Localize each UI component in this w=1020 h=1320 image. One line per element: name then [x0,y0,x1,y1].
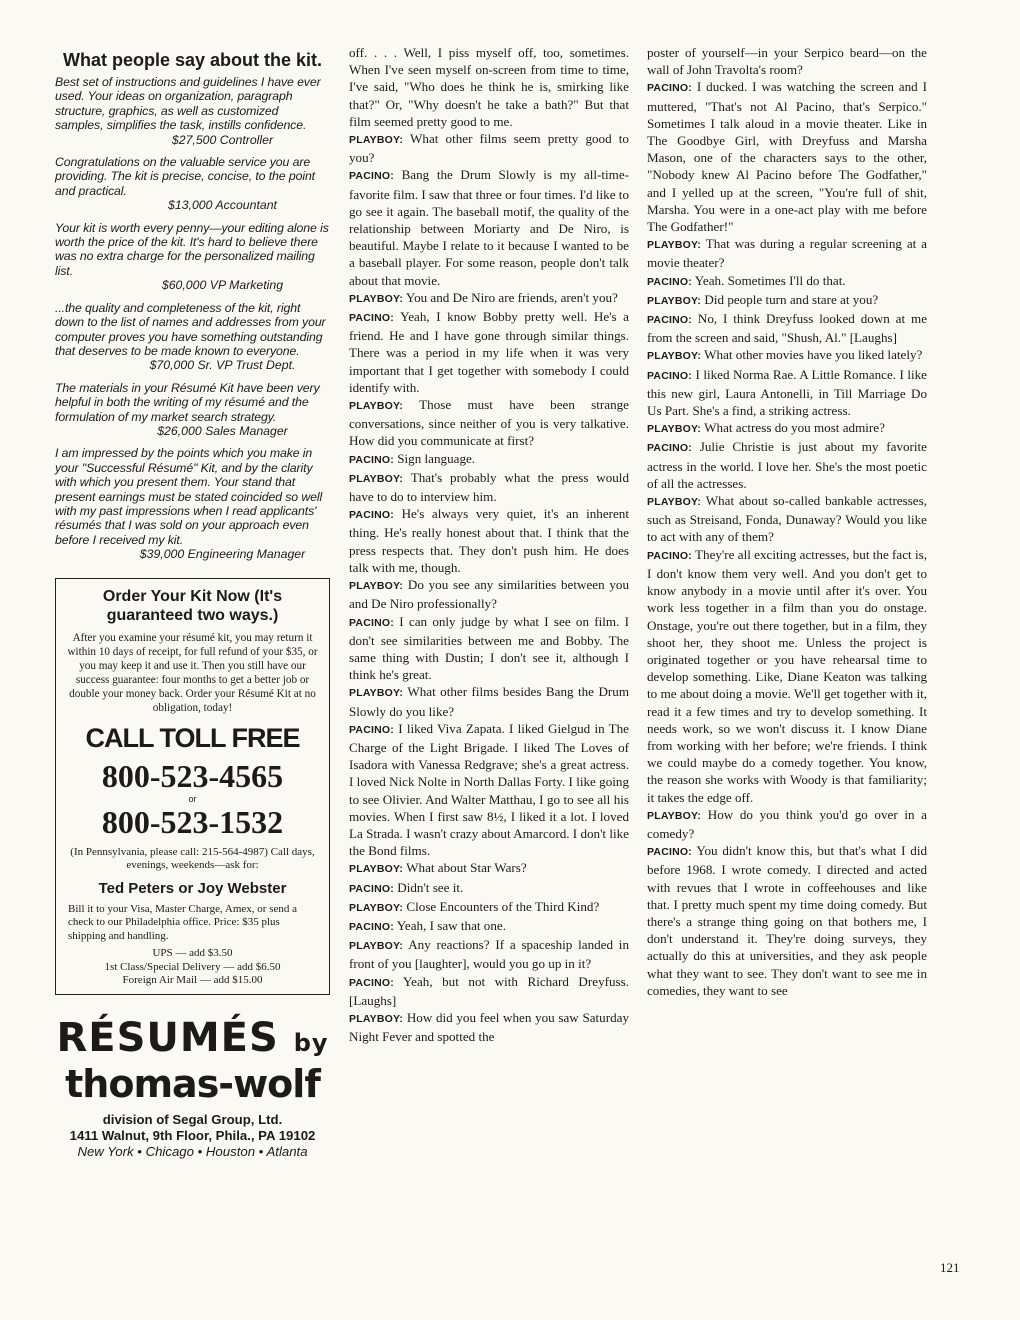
speaker-label: PACINO: [349,616,394,629]
interview-paragraph [349,917,629,936]
paragraph-text: How did you feel when you saw Saturday Night Fever and spotted the [349,1009,629,1045]
interview-paragraph [349,505,629,576]
paragraph-text: What about Star Wars? [406,860,527,876]
interview-paragraph [349,613,629,684]
paragraph-text: I can only judge by what I see on film. I don't see similarities between me and Bobby. The same thing with Dustin; I don't see it, although I think he's great. [349,613,630,683]
speaker-label: PLAYBOY: [647,809,702,822]
interview-paragraph [647,806,927,842]
speaker-label: PLAYBOY: [349,1012,404,1025]
interview-paragraph [349,973,629,1009]
paragraph-text: Yeah. Sometimes I'll do that. [694,272,846,288]
contact-names: Ted Peters or Joy Webster [98,879,287,897]
page-number: 121 [940,1260,960,1275]
speaker-label: PLAYBOY: [349,687,404,700]
logo-by: by [293,1028,329,1057]
testimonial-signature: $26,000 Sales Manager [157,423,288,438]
testimonial-text: I am impressed by the points which you make in your "Successful Résumé" Kit, and by the clarity with which you present them. Your stand that present earnings must be stated coincided so well with my past impressions when I read applicants' résumés that I was sold on your approach even before I received my kit. [55,446,323,547]
logo-resumes: RÉSUMÉS [56,1014,279,1061]
testimonials [55,75,330,562]
pennsylvania-note: (In Pennsylvania, please call: 215-564-4987) Call days, evenings, weekends—ask for: [70,845,315,871]
testimonial-text: ...the quality and completeness of the kit, right down to the list of names and addresses from your computer proves you have something outstanding that deserves to be made known to everyone. [55,300,326,358]
testimonial-signature: $70,000 Sr. VP Trust Dept. [149,358,296,373]
interview-paragraph [647,235,927,271]
paragraph-text: Yeah, I know Bobby pretty well. He's a friend. He and I have gone through similar things. There was a period in my life when it was very important that I get together with somebody I could identify with. [349,309,629,395]
shipping-line: Foreign Air Mail — add $15.00 [122,974,263,987]
testimonial [55,75,330,147]
speaker-label: PACINO: [349,170,394,183]
interview-paragraph [349,683,629,719]
speaker-label: PACINO: [349,920,394,933]
speaker-label: PACINO: [349,723,394,736]
speaker-label: PLAYBOY: [349,400,404,413]
interview-paragraph [647,546,927,806]
interview-paragraph [349,936,629,972]
order-box [55,578,330,995]
paragraph-text: What other films besides Bang the Drum Slowly do you like? [349,684,630,719]
company-logo [55,1014,330,1106]
order-title: Order Your Kit Now (It's guaranteed two ways.) [102,587,283,624]
or-label: or [188,793,197,804]
cities-line: New York • Chicago • Houston • Atlanta [77,1143,308,1159]
interview-paragraph [647,78,927,235]
speaker-label: PLAYBOY: [647,239,702,252]
speaker-label: PLAYBOY: [647,496,702,509]
speaker-label: PACINO: [647,369,692,382]
interview-paragraph [647,419,927,438]
speaker-label: PLAYBOY: [647,294,702,307]
testimonial-text: Your kit is worth every penny—your editing alone is worth the price of the kit. It's hard to believe there was no extra charge for the personalized mailing list. [55,220,329,278]
paragraph-text: That was during a regular screening at a movie theater? [647,236,927,271]
street-address: 1411 Walnut, 9th Floor, Phila., PA 19102 [69,1127,316,1143]
interview-paragraph [647,492,927,546]
testimonial [55,381,330,439]
speaker-label: PACINO: [647,442,692,455]
paragraph-text: I ducked. I was watching the screen and I muttered, "That's not Al Pacino, that's Serpico." Sometimes I talk aloud in a movie theater. Like in The Goodbye Girl, with Dreyfuss and Marsha Mason, one of the characters says to the other, "Nobody knew Al Pacino before The Godfather," and I yelled up at the screen, "You're full of shit, Marsha. You were in a one-act play with me before The Godfather!" [647,79,927,235]
phone-number-2[interactable]: 800-523-1532 [101,803,284,840]
interview-paragraph [349,1009,629,1045]
company-address [55,1112,330,1160]
paragraph-text: No, I think Dreyfuss looked down at me from the screen and said, "Shush, Al." [Laughs] [647,311,928,346]
paragraph-text: Yeah, I saw that one. [396,917,506,933]
interview-paragraph [349,576,629,612]
testimonial [55,301,330,373]
interview-paragraph [647,310,927,346]
speaker-label: PLAYBOY: [349,901,404,914]
testimonial [55,155,330,213]
paragraph-text: What other films seem pretty good to you? [349,131,629,166]
interview-paragraph [647,44,927,78]
paragraph-text: What about so-called bankable actresses, such as Streisand, Fonda, Dunaway? Would you like to act with any of them? [647,493,927,545]
paragraph-text: You didn't know this, but that's what I did before 1968. I wrote comedy. I directed and acted with revues that I wrote in coffeehouses and like that. I pretty much spent my time doing comedy. But there's a strange thing going on that bothers me, I don't understand it. They're doing surveys, they actually do this at universities, and they ask people what they want to see. They don't want to see me in comedies, they want to see [647,843,928,998]
interview-paragraph [349,898,629,917]
article-column-3 [647,44,927,999]
speaker-label: PACINO: [647,275,692,288]
paragraph-text: Bang the Drum Slowly is my all-time-favorite film. I saw that three or four times. I'd like to go see it again. The baseball motif, the quality of the relationship between Moriarty and De Niro, is beautiful. Maybe I relate to it because I wanted to be a baseball player. For some reason, people don't talk about that movie. [349,167,629,288]
speaker-label: PLAYBOY: [349,134,404,147]
speaker-label: PLAYBOY: [349,472,404,485]
interview-paragraph [647,366,927,420]
article-column-2 [349,44,629,1045]
paragraph-text: Those must have been strange conversations, since neither of you is very talkative. How did you communicate at first? [349,397,629,449]
interview-paragraph [349,44,629,130]
interview-paragraph [647,346,927,365]
paragraph-text: Do you see any similarities between you and De Niro professionally? [349,577,630,612]
interview-paragraph [349,308,629,396]
paragraph-text: Did people turn and stare at you? [704,291,879,307]
speaker-label: PACINO: [349,312,394,325]
paragraph-text: I liked Viva Zapata. I liked Gielgud in The Charge of the Light Brigade. I liked The Loves of Isadora with Vanessa Redgrave; she's a great actress. I loved Nick Nolte in North Dallas Forty. I like going to see Olivier. And Walter Matthau, I go to see all his movies. When I first saw 8½, I liked it a lot. I loved La Strada. I wasn't crazy about Amarcord. I don't like the Bond films. [349,720,629,859]
advertisement [55,50,330,1160]
paragraph-text: Julie Christie is just about my favorite actress in the world. I love her. She's the most poetic of all the actresses. [647,439,927,491]
speaker-label: PACINO: [349,509,394,522]
speaker-label: PACINO: [349,976,394,989]
interview-paragraph [349,396,629,450]
testimonial-text: The materials in your Résumé Kit have been very helpful in both the writing of my résumé and the formulation of my market search strategy. [55,380,320,424]
call-toll-free: CALL TOLL FREE [85,722,300,753]
testimonial-signature: $39,000 Engineering Manager [139,547,306,562]
paragraph-text: Any reactions? If a spaceship landed in front of you [laughter], would you go up in it? [349,937,629,972]
order-body: After you examine your résumé kit, you may return it within 10 days of receipt, for full refund of your $35, or you may keep it and use it. Then you still have our success guarantee: four months to get a better job or double your money back. Order your Résumé Kit at no obligation, today! [67,631,318,714]
paragraph-text: poster of yourself—in your Serpico beard—on the wall of John Travolta's room? [647,45,927,78]
speaker-label: PLAYBOY: [647,350,702,363]
interview-paragraph [349,289,629,308]
testimonial [55,221,330,293]
paragraph-text: Sign language. [397,450,476,466]
billing-info: Bill it to your Visa, Master Charge, Amex, or send a check to our Philadelphia office. Price: $35 plus shipping and handling. [68,902,297,942]
interview-paragraph [349,166,629,288]
paragraph-text: How do you think you'd go over in a comedy? [647,806,927,841]
paragraph-text: Yeah, but not with Richard Dreyfuss. [Laughs] [349,973,629,1008]
speaker-label: PACINO: [647,549,692,562]
shipping-line: UPS — add $3.50 [152,947,233,960]
logo-thomas-wolf: thomas-wolf [65,1061,320,1106]
testimonial-signature: $27,500 Controller [171,132,274,147]
speaker-label: PACINO: [349,882,394,895]
interview-paragraph [647,272,927,291]
paragraph-text: They're all exciting actresses, but the fact is, I don't know them very well. And you don't get to know anybody in a movie until after it's over. You work less together in a film than you do onstage. Onstage, you're out there together, but in a film, they shoot her, they shoot me. Unless the project is originated together or you have rehearsal time to develop something. Like, Diane Keaton was talking to me about doing a movie. We'll get together with it, read it a few times and try to develop something. It needs work, so we won't discuss it. I know Diane from working with her before; we're friends. I think we could maybe do a comedy together. You know, the reason she works with Woody is that familiarity; it takes the edge off. [647,546,927,805]
phone-number-1[interactable]: 800-523-4565 [101,757,284,794]
testimonial-signature: $60,000 VP Marketing [161,278,284,293]
testimonial-text: Congratulations on the valuable service you are providing. The kit is precise, concise, to the point and practical. [55,155,316,198]
paragraph-text: What other movies have you liked lately? [704,347,923,363]
testimonial [55,446,330,561]
interview-paragraph [349,879,629,898]
testimonial-text: Best set of instructions and guidelines I have ever used. Your ideas on organization, paragraph structure, graphics, as well as customized samples, simplifies the task, instills confidence. [55,75,321,133]
shipping-line: 1st Class/Special Delivery — add $6.50 [104,960,281,973]
interview-paragraph [349,469,629,505]
testimonial-signature: $13,000 Accountant [168,198,277,213]
speaker-label: PLAYBOY: [349,580,404,593]
paragraph-text: That's probably what the press would have to do to interview him. [349,469,629,505]
speaker-label: PACINO: [349,453,394,466]
speaker-label: PACINO: [647,82,692,95]
division-line: division of Segal Group, Ltd. [102,1111,283,1127]
speaker-label: PACINO: [647,846,692,859]
paragraph-text: Didn't see it. [397,879,464,895]
speaker-label: PLAYBOY: [349,292,404,305]
interview-paragraph [349,720,629,860]
paragraph-text: You and De Niro are friends, aren't you? [405,289,618,305]
paragraph-text: I liked Norma Rae. A Little Romance. I like this new girl, Laura Antonelli, in Till Marriage Do Us Part. She's a find, a striking actress. [647,366,927,419]
interview-paragraph [349,130,629,166]
interview-paragraph [349,450,629,469]
paragraph-text: Close Encounters of the Third Kind? [406,898,600,914]
paragraph-text: What actress do you most admire? [704,420,885,436]
interview-paragraph [647,291,927,310]
paragraph-text: He's always very quiet, it's an inherent thing. He's really honest about that. I think that the press respects that. They don't push him. He does talk with me, though. [349,506,629,575]
paragraph-text: off. . . . Well, I piss myself off, too, sometimes. When I've seen myself on-screen from time to time, I've said, "Who does he think he is, smirking like that?" Or, "Why doesn't he take a bath?" But that film seemed pretty good to me. [349,45,629,129]
speaker-label: PLAYBOY: [349,940,404,953]
interview-paragraph [349,859,629,878]
speaker-label: PLAYBOY: [349,863,404,876]
interview-paragraph [647,438,927,492]
speaker-label: PACINO: [647,314,692,327]
ad-heading: What people say about the kit. [62,50,323,70]
speaker-label: PLAYBOY: [647,423,702,436]
interview-paragraph [647,842,927,999]
